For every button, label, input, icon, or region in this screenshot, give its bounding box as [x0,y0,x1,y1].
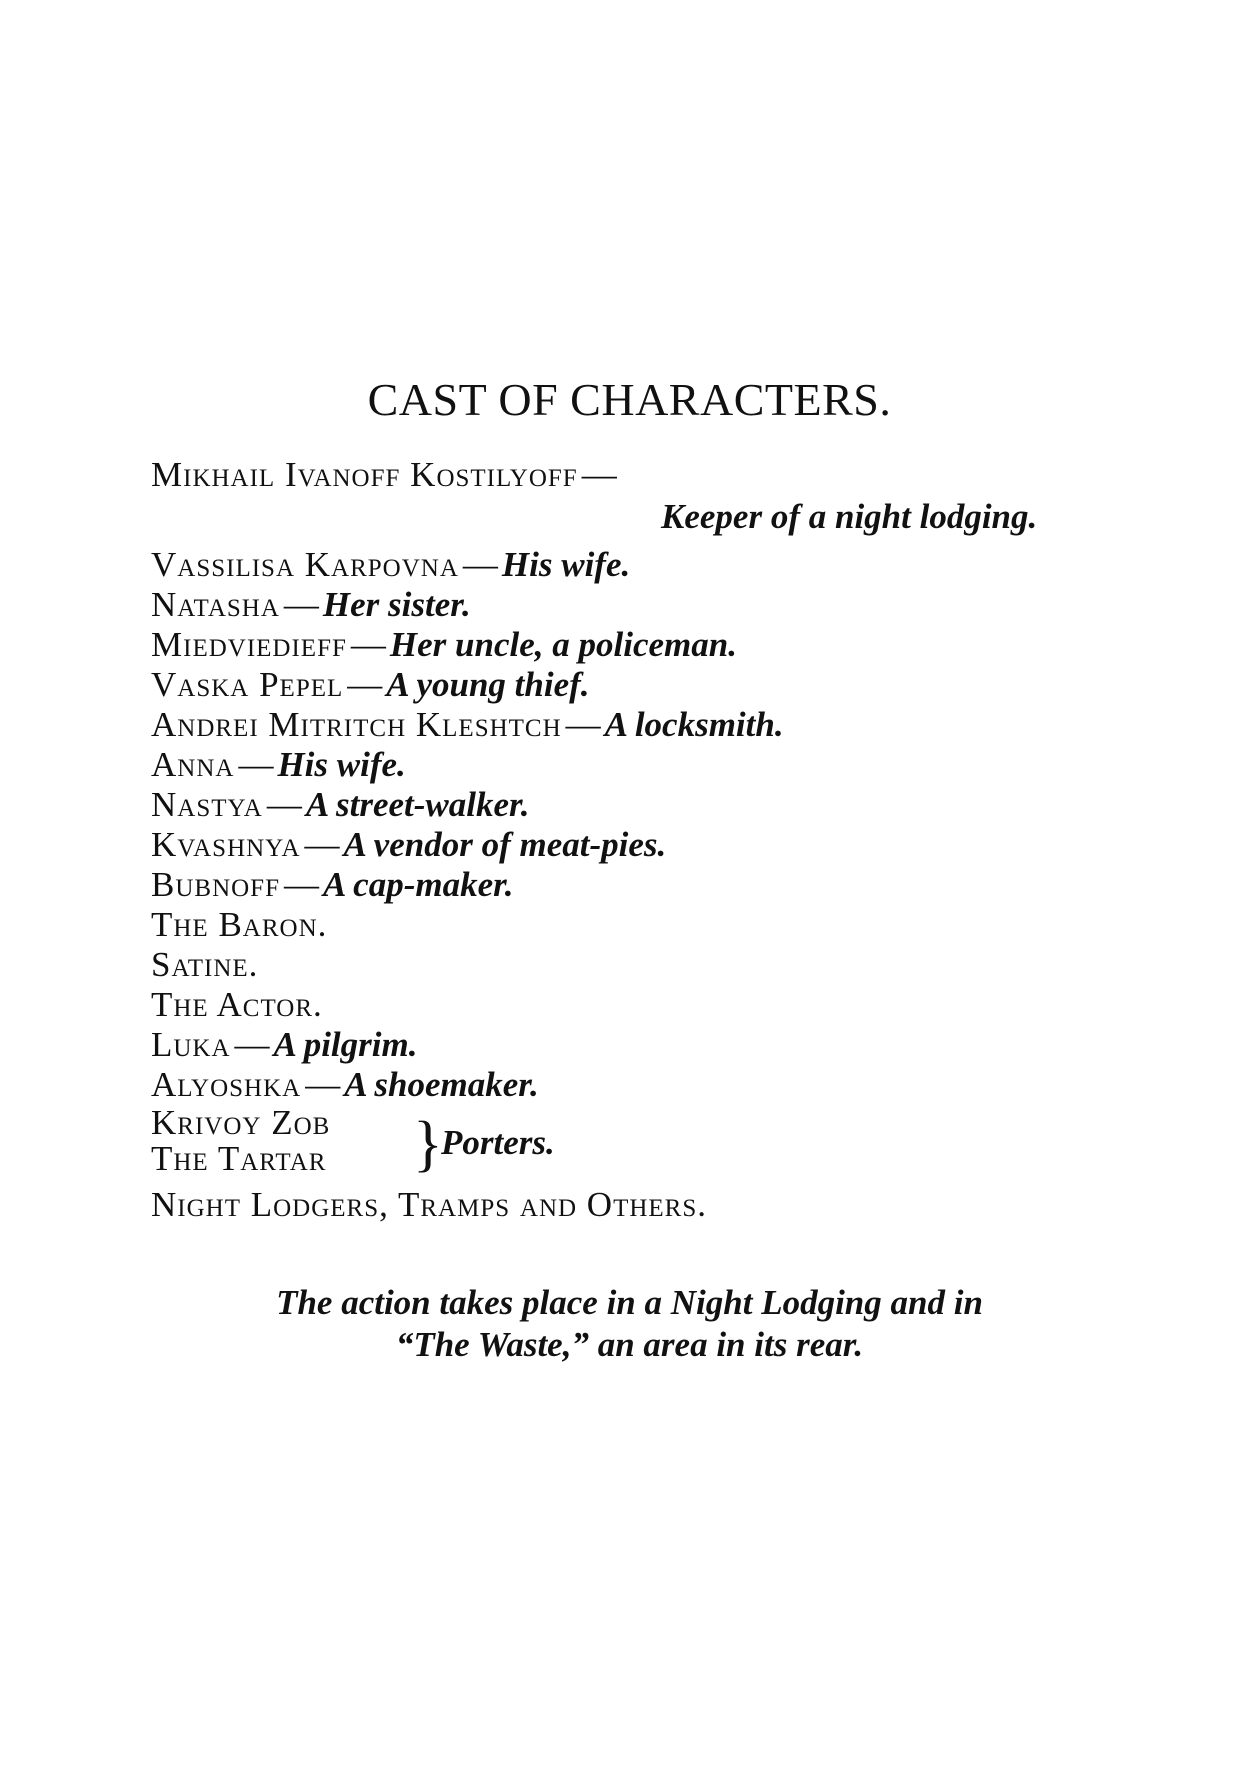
character-role: A young thief. [386,665,590,704]
porters-group [151,1105,1151,1185]
dash: — [284,865,319,904]
character-role: A vendor of meat-pies. [343,825,667,864]
cast-entry [151,455,1151,495]
setting-note [0,1282,1259,1366]
cast-entry [151,945,1151,985]
brace-icon: } [413,1110,443,1178]
porters-role: Porters. [441,1123,555,1162]
cast-entry [151,495,1151,545]
cast-entry [151,705,1151,745]
cast-entry [151,905,1151,945]
character-role: A shoemaker. [344,1065,539,1104]
character-role: Her uncle, a policeman. [389,625,737,664]
character-name: Satine. [151,945,259,984]
character-name-text: Krivoy Zob [151,1103,331,1142]
cast-entry [151,1185,1151,1225]
character-name: Mikhail Ivanoff Kostilyoff [151,455,578,494]
cast-entry [151,545,1151,585]
dash: — [347,665,383,704]
character-role: A pilgrim. [273,1025,418,1064]
setting-line-2: “The Waste,” an area in its rear. [395,1325,864,1364]
character-name: Bubnoff [151,865,280,904]
character-name: Natasha [151,585,280,624]
character-name: Alyoshka [151,1065,302,1104]
setting-line-1: The action takes place in a Night Lodging and in [276,1283,983,1322]
dash: — [565,705,601,744]
character-role: A street-walker. [305,785,530,824]
dash: — [304,825,340,864]
cast-entry [151,785,1151,825]
character-name: Andrei Mitritch Kleshtch [151,705,562,744]
character-name: Luka [151,1025,231,1064]
character-role: A locksmith. [604,705,784,744]
page-title: CAST OF CHARACTERS. [367,374,892,425]
character-role: A cap-maker. [323,865,514,904]
dash: — [283,585,319,624]
cast-entry [151,585,1151,625]
character-name: Vaska Pepel [151,665,344,704]
dash: — [350,625,386,664]
dash: — [234,1025,270,1064]
cast-entry [151,865,1151,905]
character-role: Keeper of a night lodging. [661,497,1038,536]
character-role: Her sister. [322,585,471,624]
character-name: Kvashnya [151,825,301,864]
porters-names [151,1105,1151,1177]
character-name: Vassilisa Karpovna [151,545,459,584]
cast-list [151,455,1151,1225]
dash: — [581,455,617,494]
character-role: His wife. [277,745,406,784]
cast-entry [151,625,1151,665]
cast-entry [151,825,1151,865]
cast-entry [151,1025,1151,1065]
character-name: Nastya [151,785,263,824]
cast-entry [151,745,1151,785]
dash: — [462,545,498,584]
character-name: The Actor. [151,985,323,1024]
dash: — [238,745,274,784]
character-name [151,1141,1151,1177]
cast-entry [151,1065,1151,1105]
character-name: The Baron. [151,905,328,944]
character-name: Miedviedieff [151,625,347,664]
dash: — [305,1065,341,1104]
character-role: His wife. [501,545,631,584]
cast-entry [151,985,1151,1025]
cast-entry [151,665,1151,705]
character-name: Anna [151,745,235,784]
dash: — [266,785,302,824]
character-name-text: The Tartar [151,1139,327,1178]
others-line: Night Lodgers, Tramps and Others. [151,1185,707,1224]
character-name [151,1105,1151,1141]
